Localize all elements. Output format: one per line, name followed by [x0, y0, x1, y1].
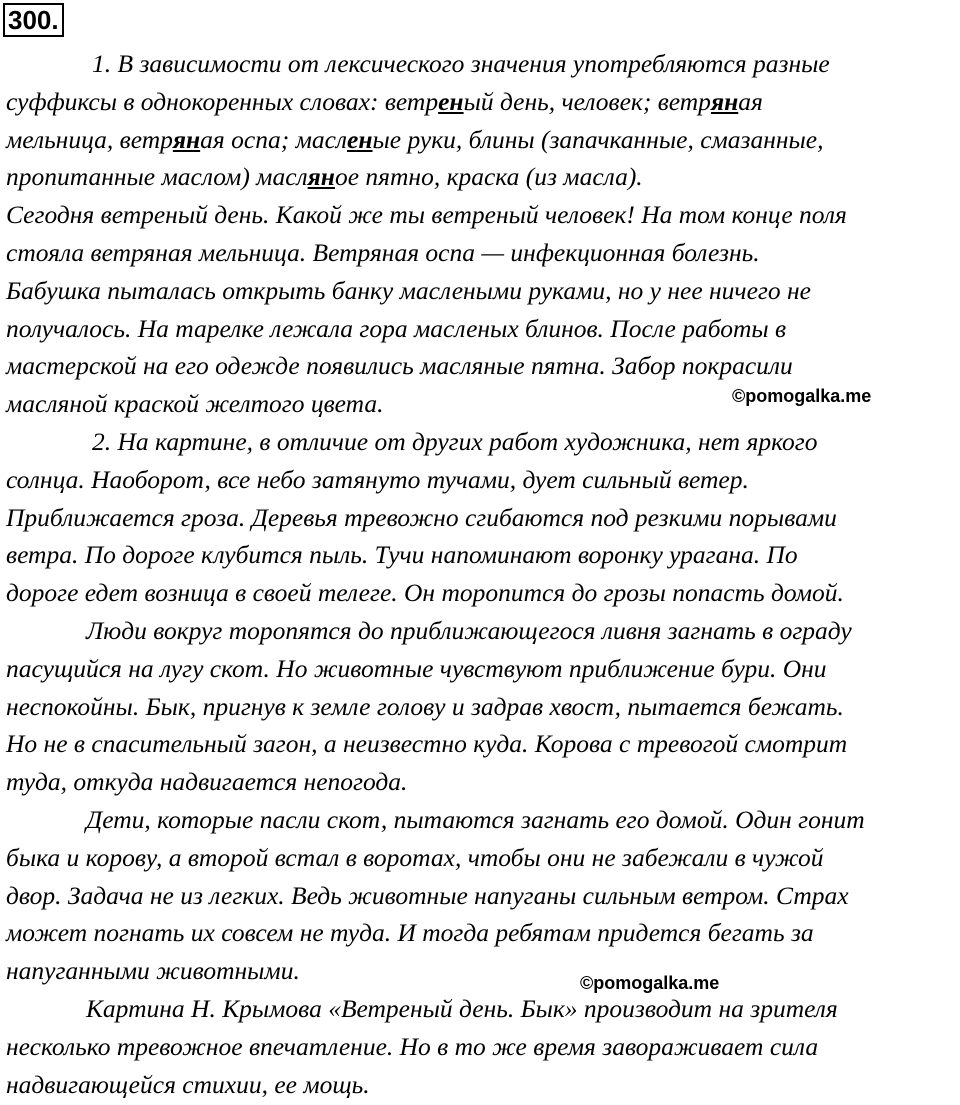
- text-line: двор. Задача не из легких. Ведь животные напуганы сильным ветром. Страх: [6, 880, 849, 910]
- text-line: [6, 158, 958, 196]
- text-line: ветра. По дороге клубится пыль. Тучи напоминают воронку урагана. По: [6, 540, 798, 570]
- suffix-highlight: ян: [710, 86, 739, 116]
- text-line: туда, откуда надвигается непогода.: [6, 767, 408, 797]
- text-line: дороге едет возница в своей телеге. Он торопится до грозы попасть домой.: [6, 578, 844, 608]
- answer-text: [6, 45, 958, 1103]
- text-line: несколько тревожное впечатление. Но в то же время завораживает сила: [6, 1031, 819, 1061]
- text-line: пасущийся на лугу скот. Но животные чувствуют приближение бури. Они: [6, 653, 827, 683]
- text-fragment: суффиксы в однокоренных словах: ветр: [6, 86, 439, 116]
- text-line: Приближается гроза. Деревья тревожно сгибаются под резкими порывами: [6, 502, 837, 532]
- exercise-number: 300.: [3, 3, 64, 37]
- text-line: стояла ветряная мельница. Ветряная оспа — инфекционная болезнь.: [6, 237, 760, 267]
- text-line: быка и корову, а второй встал в воротах, чтобы они не забежали в чужой: [6, 842, 824, 872]
- text-fragment: мельница, ветр: [6, 124, 173, 154]
- text-line: мастерской на его одежде появились масляные пятна. Забор покрасили: [6, 351, 793, 381]
- text-line: [6, 121, 958, 159]
- text-line: получалось. На тарелке лежала гора масленых блинов. После работы в: [6, 313, 787, 343]
- text-line: неспокойны. Бык, пригнув к земле голову и задрав хвост, пытается бежать.: [6, 691, 844, 721]
- suffix-highlight: ен: [438, 86, 464, 116]
- text-line: 2. На картине, в отличие от других работ художника, нет яркого: [92, 426, 818, 456]
- text-fragment: ая оспа; масл: [200, 124, 348, 154]
- text-line: Картина Н. Крымова «Ветреный день. Бык» производит на зрителя: [86, 993, 838, 1023]
- text-fragment: ая: [738, 86, 763, 116]
- text-line: 1. В зависимости от лексического значения употребляются разные: [92, 49, 830, 78]
- text-line: Бабушка пыталась открыть банку маслеными руками, но у нее ничего не: [6, 275, 811, 305]
- text-fragment: ое пятно, краска (из масла).: [334, 162, 643, 192]
- suffix-highlight: ян: [172, 124, 201, 154]
- text-fragment: ый день, человек; ветр: [463, 86, 711, 116]
- text-line: надвигающейся стихии, ее мощь.: [6, 1069, 370, 1099]
- suffix-highlight: ян: [307, 162, 335, 192]
- text-line: [6, 83, 958, 121]
- text-line: солнца. Наоборот, все небо затянуто тучами, дует сильный ветер.: [6, 464, 749, 494]
- text-line: масляной краской желтого цвета.: [6, 389, 384, 419]
- text-line: напуганными животными.: [6, 956, 300, 986]
- text-fragment: ые руки, блины (запачканные, смазанные,: [372, 124, 824, 154]
- text-line: Дети, которые пасли скот, пытаются загнать его домой. Один гонит: [86, 804, 865, 834]
- text-fragment: пропитанные маслом) масл: [6, 162, 308, 192]
- suffix-highlight: ен: [347, 124, 373, 154]
- text-line: может погнать их совсем не туда. И тогда ребятам придется бегать за: [6, 918, 814, 948]
- text-line: Но не в спасительный загон, а неизвестно куда. Корова с тревогой смотрит: [6, 729, 848, 759]
- text-line: Люди вокруг торопятся до приближающегося ливня загнать в ограду: [86, 615, 852, 645]
- watermark: ©pomogalka.me: [580, 973, 720, 993]
- watermark: ©pomogalka.me: [732, 386, 872, 406]
- text-line: Сегодня ветреный день. Какой же ты ветреный человек! На том конце поля: [6, 200, 847, 230]
